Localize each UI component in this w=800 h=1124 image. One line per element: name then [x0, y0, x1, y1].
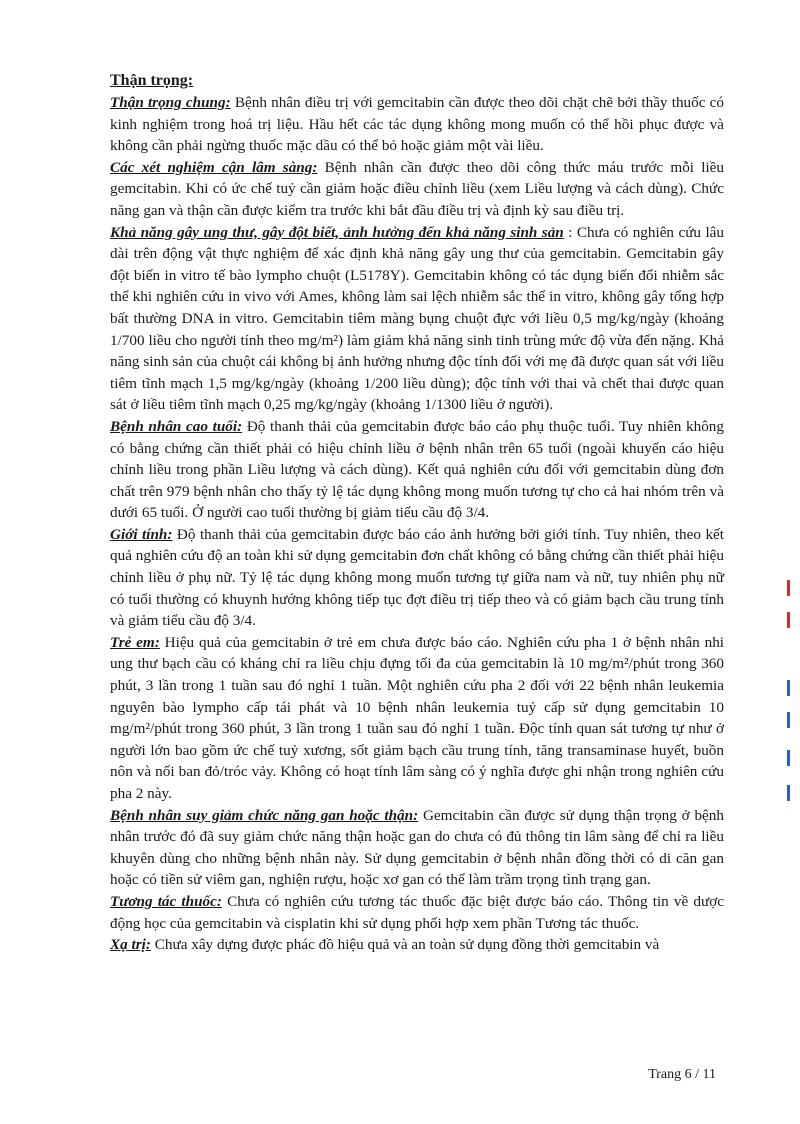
edge-mark — [787, 712, 800, 728]
section-general — [110, 92, 724, 157]
section-children — [110, 632, 724, 805]
section-elderly — [110, 416, 724, 524]
section-label: Bệnh nhân cao tuổi: — [110, 417, 243, 435]
section-carcinogenicity — [110, 222, 724, 416]
section-label: Tương tác thuốc: — [110, 892, 222, 910]
edge-mark — [787, 580, 800, 596]
section-text: Hiệu quả của gemcitabin ở trẻ em chưa được báo cáo. Nghiên cứu pha 1 ở bệnh nhân nhi ung thư bạch cầu có kháng chỉ ra liều chịu đựng tối đa của gemcitabin là 10 mg/m²/phút trong 360 phút, 3 lần trong 1 tuần sau đó nghỉ 1 tuần. Một nghiên cứu pha 2 đối với 22 bệnh nhân leukemia nguyên bào lympho cấp tái phát và 10 bệnh nhân leukemia tuỷ cấp sử dụng gemcitabin 10 mg/m²/phút trong 360 phút, 3 lần trong 1 tuần sau đó nghỉ 1 tuần. Độc tính quan sát tương tự như ở người lớn bao gồm ức chế tuỷ xương, sốt giảm bạch cầu trung tính, tăng transaminase huyết, buồn nôn và nổi ban đỏ/tróc vảy. Không có hoạt tính lâm sàng có ý nghĩa được ghi nhận trong nghiên cứu pha 2 này. — [110, 633, 725, 802]
section-radiotherapy — [110, 934, 724, 956]
section-label: Các xét nghiệm cận lâm sàng: — [110, 158, 318, 176]
edge-mark — [787, 750, 800, 766]
section-label: Giới tính: — [110, 525, 173, 543]
section-text: Gemcitabin cần được sử dụng thận trọng ở bệnh nhân trước đó đã suy giảm chức năng thận hoặc gan do chưa có đủ thông tin lâm sàng để chỉ ra liều khuyên dùng cho những bệnh nhân này. Sử dụng gemcitabin ở bệnh nhân đồng thời có di căn gan hoặc có tiền sử viêm gan, nghiện rượu, hoặc xơ gan có thể làm trầm trọng tình trạng gan. — [110, 806, 724, 889]
section-label: Xạ trị: — [110, 936, 151, 954]
section-text: Độ thanh thải của gemcitabin được báo cáo ảnh hưởng bởi giới tính. Tuy nhiên, theo kết quả nghiên cứu độ an toàn khi sử dụng gemcitabin đơn chất không có bằng chứng cần thiết phải hiệu chỉnh liều ở phụ nữ. Tỷ lệ tác dụng không mong muốn tương tự giữa nam và nữ, tuy nhiên phụ nữ có tuổi thường có khuynh hướng không tiếp tục đợt điều trị tiếp theo và có giảm bạch cầu trung tính và giảm tiểu cầu độ 3/4. — [110, 525, 725, 630]
section-interactions — [110, 891, 724, 934]
section-text: Bệnh nhân điều trị với gemcitabin cần được theo dõi chặt chẽ bởi thầy thuốc có kinh nghiệm trong hoá trị liệu. Hầu hết các tác dụng không mong muốn có thể hồi phục được và không cần phải ngừng thuốc mặc dầu có thể bỏ hoặc giảm một vài liều. — [110, 94, 724, 155]
edge-mark — [787, 785, 800, 801]
edge-mark — [787, 680, 800, 696]
section-text: Độ thanh thải của gemcitabin được báo cáo phụ thuộc tuổi. Tuy nhiên không có bằng chứng cần thiết phải có hiệu chỉnh liều ở bệnh nhân trên 65 tuổi (ngoài khuyến cáo hiệu chỉnh liều trong phần Liều lượng và cách dùng). Kết quả nghiên cứu đối với gemcitabin dùng đơn chất trên 979 bệnh nhân cho thấy tỷ lệ tác dụng không mong muốn tương tự cho cả hai nhóm trên và dưới 65 tuổi. Ở người cao tuổi thường bị giảm tiểu cầu độ 3/4. — [110, 417, 724, 522]
section-label: Trẻ em: — [110, 633, 160, 651]
section-label: Bệnh nhân suy giảm chức năng gan hoặc thận: — [110, 806, 419, 824]
section-text: Bệnh nhân cần được theo dõi công thức máu trước mỗi liều gemcitabin. Khi có ức chế tuỷ cần giảm hoặc điều chỉnh liều (xem Liều lượng và cách dùng). Chức năng gan và thận cần được kiểm tra trước khi bắt đầu điều trị và định kỳ sau điều trị. — [110, 158, 724, 219]
section-text: Chưa có nghiên cứu tương tác thuốc đặc biệt được báo cáo. Thông tin về dược động học của gemcitabin và cisplatin khi sử dụng phối hợp xem phần Tương tác thuốc. — [110, 892, 724, 932]
section-label: Khả năng gây ung thư, gây đột biết, ảnh hưởng đến khả năng sinh sản — [110, 223, 564, 241]
edge-mark — [787, 612, 800, 628]
section-label: Thận trọng chung: — [110, 94, 231, 111]
section-gender — [110, 524, 724, 632]
section-text: : Chưa có nghiên cứu lâu dài trên động vật thực nghiệm để xác định khả năng gây ung thư của gemcitabin. Gemcitabin gây đột biến in vitro tế bào lympho chuột (L5178Y). Gemcitabin không có tác dụng biến đổi nhiễm sắc thể khi nghiên cứu in vivo với Ames, không làm sai lệch nhiễm sắc thể in vitro, không gây tổng hợp bất thường DNA in vitro. Gemcitabin tiêm màng bụng chuột đực với liều 0,5 mg/kg/ngày (khoảng 1/700 liều cho người tính theo mg/m²) làm giảm khả năng sinh tinh trùng mức độ vừa đến nặng. Khả năng sinh sản của chuột cái không bị ảnh hưởng nhưng độc tính đối với mẹ đã được quan sát với liều tiêm tĩnh mạch 1,5 mg/kg/ngày (khoảng 1/200 liều dùng); độc tính với thai và chết thai được quan sát ở liều tiêm tĩnh mạch 0,25 mg/kg/ngày (khoảng 1/1300 liều ở người). — [110, 223, 725, 414]
section-text: Chưa xây dựng được phác đồ hiệu quả và an toàn sử dụng đồng thời gemcitabin và — [150, 936, 660, 954]
page-title: Thận trọng: — [110, 72, 194, 89]
page-number: Trang 6 / 11 — [648, 1067, 716, 1082]
section-hepatic-renal — [110, 805, 724, 891]
document-body — [110, 70, 724, 956]
section-lab-tests — [110, 157, 724, 222]
